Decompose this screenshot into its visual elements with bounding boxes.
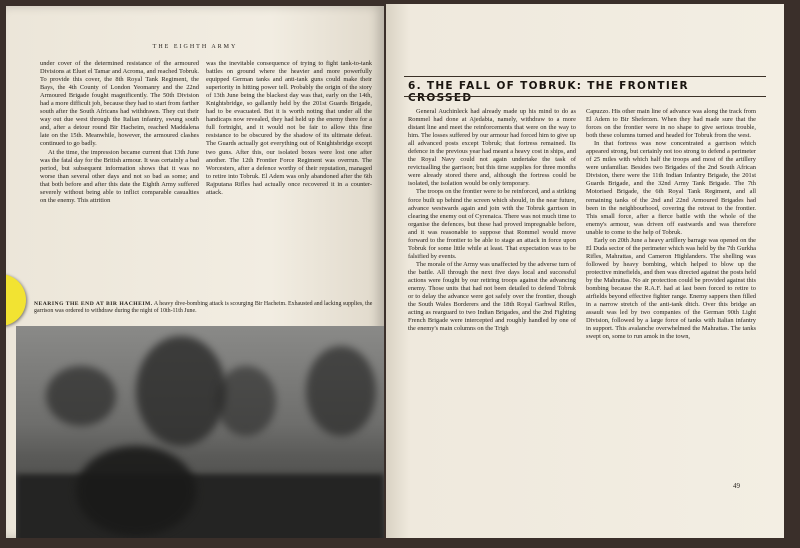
bookmark-tab xyxy=(6,274,26,326)
left-page-column-1 xyxy=(40,60,199,294)
right-page-column-1 xyxy=(408,108,576,508)
paragraph: under cover of the determined resistance of the armoured Divisions at Eluet el Tamar and Acroma, and reached Tobruk. To provide this cover, the 8th Royal Tank Regiment, the Bays, the 4th County of London Yeomanry and the 22nd Armoured Brigade fought magnificently. The 50th Division had a more difficult job, because they had to start from farther south after the South Africans had withdrawn. They cut their way out due west through the Italian infantry, swung south and, after a detour round Bir Hacheim, reached Maddalena late on the 15th. Meanwhile, however, the armoured clashes continued to go badly. xyxy=(40,60,199,148)
paragraph: At the time, the impression became current that 13th June was the fatal day for the British armour. It was certainly a bad period, but subsequent information shows that it was no worse than several other days and not so bad as some; and that both before and after this date the Eighth Army suffered severely without being able to inflict comparable casualties on the enemy. This attrition xyxy=(40,148,199,204)
photo-caption xyxy=(34,301,374,316)
left-page xyxy=(6,6,384,538)
chapter-title: 6. THE FALL OF TOBRUK: THE FRONTIER CROSSED xyxy=(408,80,689,104)
right-page xyxy=(386,4,784,538)
left-page-column-2 xyxy=(206,60,372,286)
paragraph: General Auchinleck had already made up his mind to do as Rommel had done at Ajedabia, namely, withdraw to a more distant line and meet the reinforcements that were on the way to him. The losses suffered by our armour had forced him to give up all advanced posts except Tobruk; that fortress remained. Its defence in the previous year had meant a heavy cost in ships, and the Royal Navy could not again undertake the task of revictualling the garrison; but this time supplies for three months were already stored there and, although the fortress could be isolated, the isolation would be only temporary. xyxy=(408,108,576,188)
paragraph: was the inevitable consequence of trying to fight tank-to-tank battles on ground where the heavier and more powerfully equipped German tanks and anti-tank guns could make their superiority in hitting power tell. Probably the origin of the story of 13th June being the blackest day was that, early on the 14th, Knightsbridge, so gallantly held by the 201st Guards Brigade, had to be evacuated. But it is worth noting that under all the handicaps now revealed, they had held up the enemy there for a full fortnight, and it would not be fair to allow this fine resistance to be obscured by the shadow of its ultimate defeat. The Guards actually got everything out of Knightsbridge except two guns. After this, our isolated boxes were lost one after another. The 12th Frontier Force Regiment was overrun. The Worcesters, after a defence worthy of their reputation, managed to retire into Tobruk. El Adem was only abandoned after the 6th Rajputana Rifles had actually once recovered it in a counter-attack. xyxy=(206,60,372,196)
paragraph: In that fortress was now concentrated a garrison which appeared strong, but certainly not too strong to defend a perimeter of 25 miles with which half the troops and most of the artillery were unfamiliar. Besides two Brigades of the 2nd South African Division, there were the 11th Indian Infantry Brigade, the 201st Guards Brigade, and the 32nd Army Tank Brigade. The 7th Motorised Brigade, the 6th Royal Tank Regiment, and all remaining tanks of the 2nd and 22nd Armoured Brigades had been in the neighbourhood, covering the retreat to the frontier. This small force, after a fierce battle with the whole of the enemy's armour, was driven off eastwards and was therefore unable to come to the help of Tobruk. xyxy=(586,140,756,236)
paragraph: Early on 20th June a heavy artillery barrage was opened on the El Duda sector of the perimeter which was held by the 7th Gurkha Rifles, Mahrattas, and Cameron Highlanders. The shelling was followed by heavy bombing, which helped to blow up the protective minefields, and then was directed against the posts held by the Mahrattas. No air protection could be provided against this bombing because the R.A.F. had at last been forced to retire to airfields beyond effective fighter range. Enemy sappers then filled in a narrow stretch of the anti-tank ditch. Over this bridge an assault was led by two companies of the German 90th Light Division, followed by a large force of tanks with Italian infantry in support. This avalanche overwhelmed the Mahrattas. The tanks swept on, some to run amok in the town, xyxy=(586,236,756,341)
title-rule-top xyxy=(404,76,766,77)
paragraph: The troops on the frontier were to be reinforced, and a striking force built up behind the screen which should, in the near future, advance westwards again and join with the Tobruk garrison in clearing the enemy out of Cyrenaica. There was not much time to organise the defences, but these had proved impregnable before, and it was reasonable to suppose that Rommel would move forward to the frontier to be able to stage an attack in force upon Tobruk for some little while at least. That expectation was to be falsified by events. xyxy=(408,188,576,260)
caption-heading: NEARING THE END AT BIR HACHEIM. xyxy=(34,301,153,307)
caption-text: A heavy dive-bombing attack is scourging Bir Hacheim. Exhausted and lacking supplies, the garrison was ordered to withdraw during the night of 10th-11th June. xyxy=(34,301,373,315)
paragraph: Capuzzo. His other main line of advance was along the track from El Adem to Bir Sheferzen. When they had made sure that the forces on the frontier were in no shape to give serious trouble, both these columns turned and headed for Tobruk from the west. xyxy=(586,108,756,140)
page-number: 49 xyxy=(733,482,740,490)
paragraph: The morale of the Army was unaffected by the adverse turn of the battle. All through the next five days local and successful actions were fought by our retiring troops against the advancing enemy. Those units that had not been detailed to defend Tobruk or to delay the advance were got safely over the frontier, though the South Wales Borderers and the 18th Royal Garhwal Rifles, acting as rearguard to two Indian Brigades, and the 2nd Fighting French Brigade were intercepted and roughly handled by one of the enemy's main columns on the Trigh xyxy=(408,260,576,333)
battle-photograph xyxy=(16,326,384,538)
title-rule-bottom xyxy=(404,96,766,97)
right-page-column-2 xyxy=(586,108,756,500)
running-head: THE EIGHTH ARMY xyxy=(152,44,238,50)
